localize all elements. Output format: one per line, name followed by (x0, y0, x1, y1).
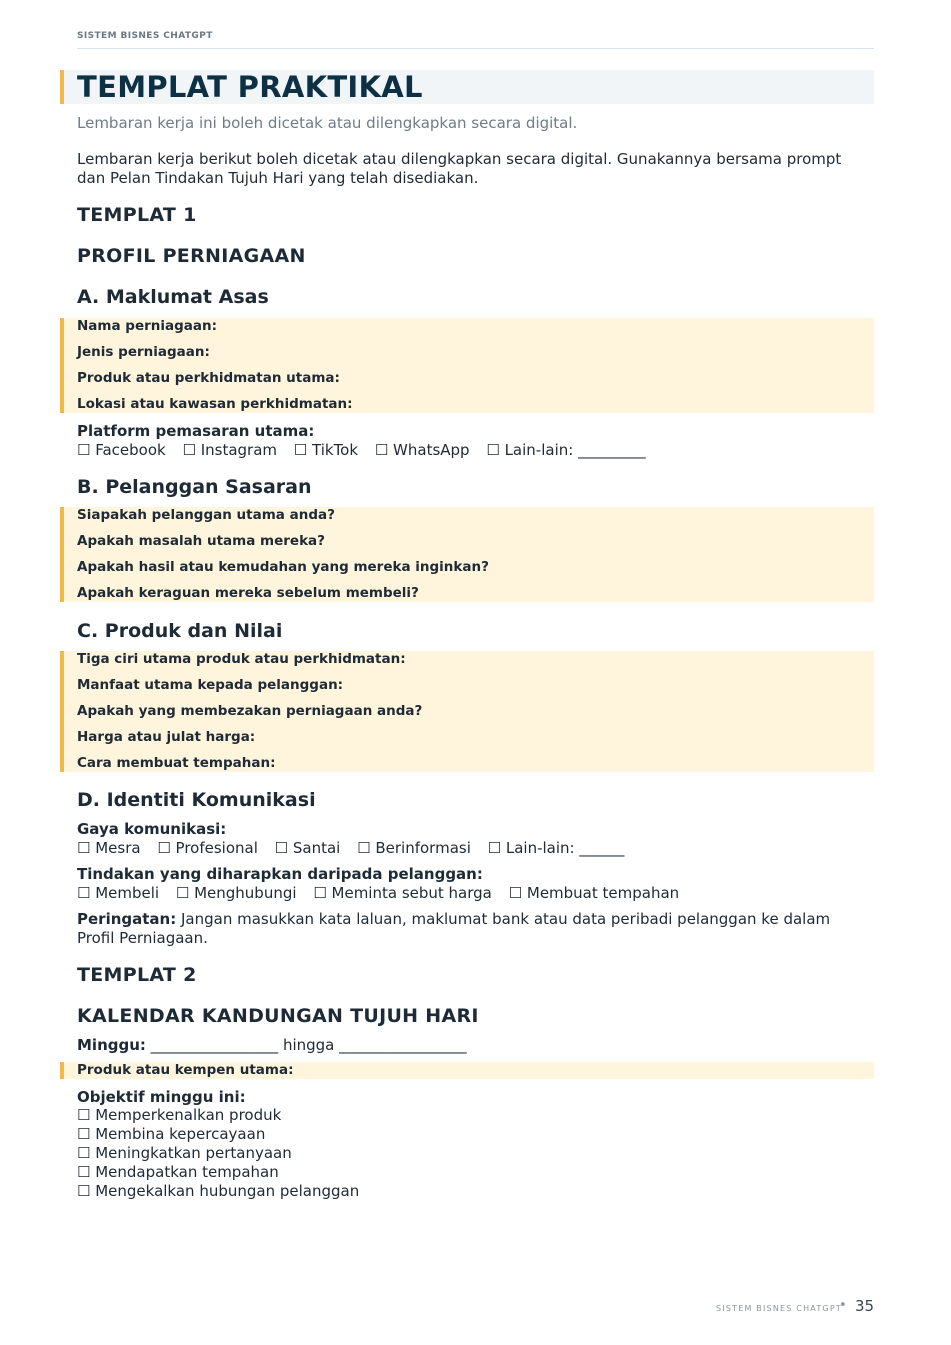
platform-options (77, 441, 658, 459)
field-service-area[interactable]: Lokasi atau kawasan perkhidmatan: (77, 396, 353, 412)
expected-action-options (77, 884, 691, 902)
checkbox-maintain-relationship[interactable]: ☐ Mengekalkan hubungan pelanggan (77, 1182, 360, 1200)
checkbox-casual[interactable]: ☐ Santai (274, 839, 341, 857)
page-number: 35 (855, 1297, 875, 1315)
page-subtitle: Lembaran kerja ini boleh dicetak atau dilengkapkan secara digital. (77, 114, 578, 132)
week-range-field[interactable]: _________________ hingga _________________ (145, 1036, 467, 1054)
checkbox-contact[interactable]: ☐ Menghubungi (175, 884, 297, 902)
checkbox-platform-other[interactable]: ☐ Lain-lain: _________ (486, 441, 646, 459)
template1-name: PROFIL PERNIAGAAN (77, 245, 306, 267)
intro-paragraph: Lembaran kerja berikut boleh dicetak atau dilengkapkan secara digital. Gunakannya bersama prompt dan Pelan Tindakan Tujuh Hari yang telah disediakan. (77, 150, 842, 187)
checkbox-informative[interactable]: ☐ Berinformasi (357, 839, 471, 857)
field-three-features[interactable]: Tiga ciri utama produk atau perkhidmatan: (77, 651, 406, 667)
checkbox-style-other[interactable]: ☐ Lain-lain: ______ (487, 839, 625, 857)
expected-action-label: Tindakan yang diharapkan daripada pelanggan: (77, 865, 483, 883)
section-d-heading: D. Identiti Komunikasi (77, 789, 316, 811)
section-a-heading: A. Maklumat Asas (77, 286, 269, 308)
field-business-type[interactable]: Jenis perniagaan: (77, 344, 210, 360)
checkbox-build-trust[interactable]: ☐ Membina kepercayaan (77, 1125, 266, 1143)
footer-separator: • (839, 1298, 847, 1313)
checkbox-get-orders[interactable]: ☐ Mendapatkan tempahan (77, 1163, 279, 1181)
warning-label: Peringatan: (77, 910, 177, 928)
checkbox-professional[interactable]: ☐ Profesional (157, 839, 258, 857)
field-customer-desired-outcome[interactable]: Apakah hasil atau kemudahan yang mereka inginkan? (77, 559, 489, 575)
template2-name: KALENDAR KANDUNGAN TUJUH HARI (77, 1005, 479, 1027)
checkbox-friendly[interactable]: ☐ Mesra (77, 839, 141, 857)
field-product-campaign[interactable]: Produk atau kempen utama: (77, 1062, 294, 1078)
footer-running-title: SISTEM BISNES CHATGPT (716, 1304, 842, 1313)
checkbox-request-quote[interactable]: ☐ Meminta sebut harga (313, 884, 492, 902)
checkbox-increase-inquiries[interactable]: ☐ Meningkatkan pertanyaan (77, 1144, 292, 1162)
communication-style-label: Gaya komunikasi: (77, 820, 227, 838)
section-b-heading: B. Pelanggan Sasaran (77, 476, 312, 498)
week-line (77, 1036, 479, 1054)
template1-heading: TEMPLAT 1 (77, 204, 197, 226)
communication-style-options (77, 839, 636, 857)
field-customer-doubts[interactable]: Apakah keraguan mereka sebelum membeli? (77, 585, 419, 601)
field-ordering-method[interactable]: Cara membuat tempahan: (77, 755, 276, 771)
week-label: Minggu: (77, 1036, 146, 1054)
field-customer-problem[interactable]: Apakah masalah utama mereka? (77, 533, 325, 549)
template2-heading: TEMPLAT 2 (77, 964, 197, 986)
running-header: SISTEM BISNES CHATGPT (77, 31, 213, 41)
field-differentiator[interactable]: Apakah yang membezakan perniagaan anda? (77, 703, 423, 719)
field-main-benefit[interactable]: Manfaat utama kepada pelanggan: (77, 677, 344, 693)
checkbox-instagram[interactable]: ☐ Instagram (182, 441, 278, 459)
field-business-name[interactable]: Nama perniagaan: (77, 318, 218, 334)
objective-label: Objektif minggu ini: (77, 1088, 246, 1106)
checkbox-facebook[interactable]: ☐ Facebook (77, 441, 166, 459)
field-price-range[interactable]: Harga atau julat harga: (77, 729, 256, 745)
warning-note (77, 910, 867, 948)
section-c-heading: C. Produk dan Nilai (77, 620, 283, 642)
checkbox-introduce-product[interactable]: ☐ Memperkenalkan produk (77, 1106, 282, 1124)
warning-text: Jangan masukkan kata laluan, maklumat bank atau data peribadi pelanggan ke dalam Profil Perniagaan. (77, 910, 831, 947)
objective-checklist (77, 1106, 359, 1201)
checkbox-buy[interactable]: ☐ Membeli (77, 884, 160, 902)
page-title: TEMPLAT PRAKTIKAL (77, 70, 423, 104)
platform-label: Platform pemasaran utama: (77, 422, 315, 440)
checkbox-whatsapp[interactable]: ☐ WhatsApp (374, 441, 470, 459)
checkbox-tiktok[interactable]: ☐ TikTok (293, 441, 359, 459)
field-main-product[interactable]: Produk atau perkhidmatan utama: (77, 370, 340, 386)
header-divider (77, 48, 874, 49)
field-main-customer[interactable]: Siapakah pelanggan utama anda? (77, 507, 335, 523)
checkbox-place-order[interactable]: ☐ Membuat tempahan (508, 884, 680, 902)
